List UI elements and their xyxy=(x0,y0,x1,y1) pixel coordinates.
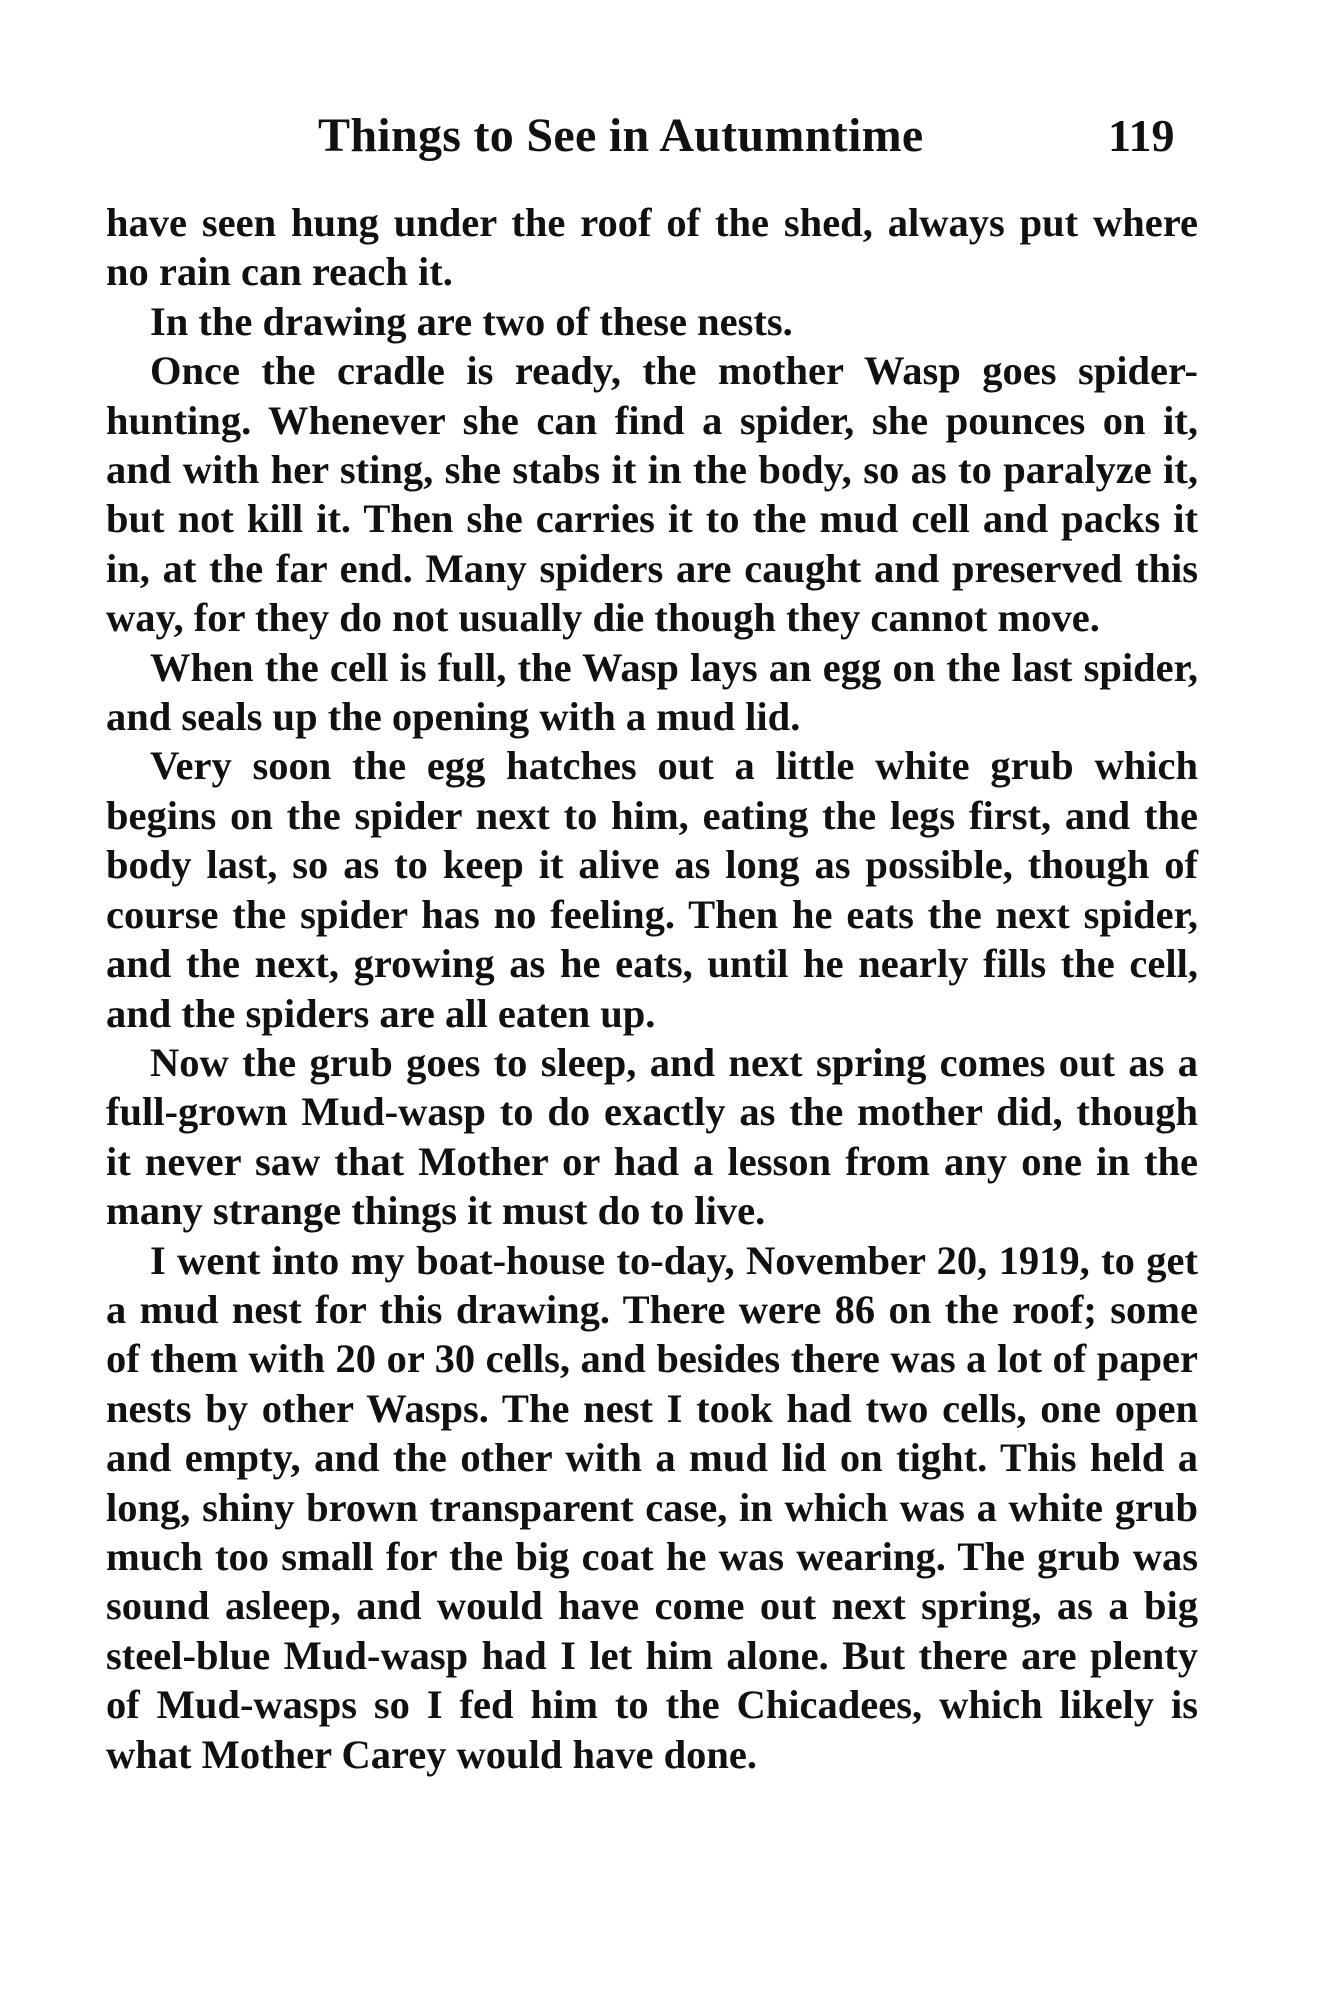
paragraph-drawing: In the drawing are two of these nests. xyxy=(150,298,793,344)
paragraph-grub-sleep: Now the grub goes to sleep, and next spring comes out as a full-grown Mud-wasp to do exactly as the mother did, though it never saw that Mother or had a lesson from any one in the many strange things it must do to live. xyxy=(106,1039,1198,1234)
page-number: 119 xyxy=(1108,110,1175,161)
running-title: Things to See in Autumntime xyxy=(318,109,924,162)
paragraph-boat-house: I went into my boat-house to-day, November 20, 1919, to get a mud nest for this drawing. There were 86 on the roof; some of them with 20 or 30 cells, and besides there was a lot of paper nests by other Wasps. The nest I took had two cells, one open and empty, and the other with a mud lid on tight. This held a long, shiny brown transparent case, in which was a white grub much too small for the big coat he was wearing. The grub was sound asleep, and would have come out next spring, as a big steel-blue Mud-wasp had I let him alone. But there are plenty of Mud-wasps so I fed him to the Chicadees, which likely is what Mother Carey would have done. xyxy=(106,1237,1198,1777)
paragraph-grub-hatching: Very soon the egg hatches out a little white grub which begins on the spider next to him, eating the legs first, and the body last, so as to keep it alive as long as possible, though of course the spider has no feeling. Then he eats the next spider, and the next, growing as he eats, until he nearly fills the cell, and the spiders are all eaten up. xyxy=(106,743,1198,1036)
body-text xyxy=(106,198,1198,1779)
paragraph-egg-laying: When the cell is full, the Wasp lays an egg on the last spider, and seals up the opening with a mud lid. xyxy=(106,644,1198,740)
running-head xyxy=(0,106,1338,166)
paragraph-spider-hunting: Once the cradle is ready, the mother Wasp goes spider-hunting. Whenever she can find a spider, she pounces on it, and with her sting, she stabs it in the body, so as to paralyze it, but not kill it. Then she carries it to the mud cell and packs it in, at the far end. Many spiders are caught and preserved this way, for they do not usually die though they cannot move. xyxy=(106,348,1198,641)
paragraph-continuation: have seen hung under the roof of the shed, always put where no rain can reach it. xyxy=(106,200,1198,295)
